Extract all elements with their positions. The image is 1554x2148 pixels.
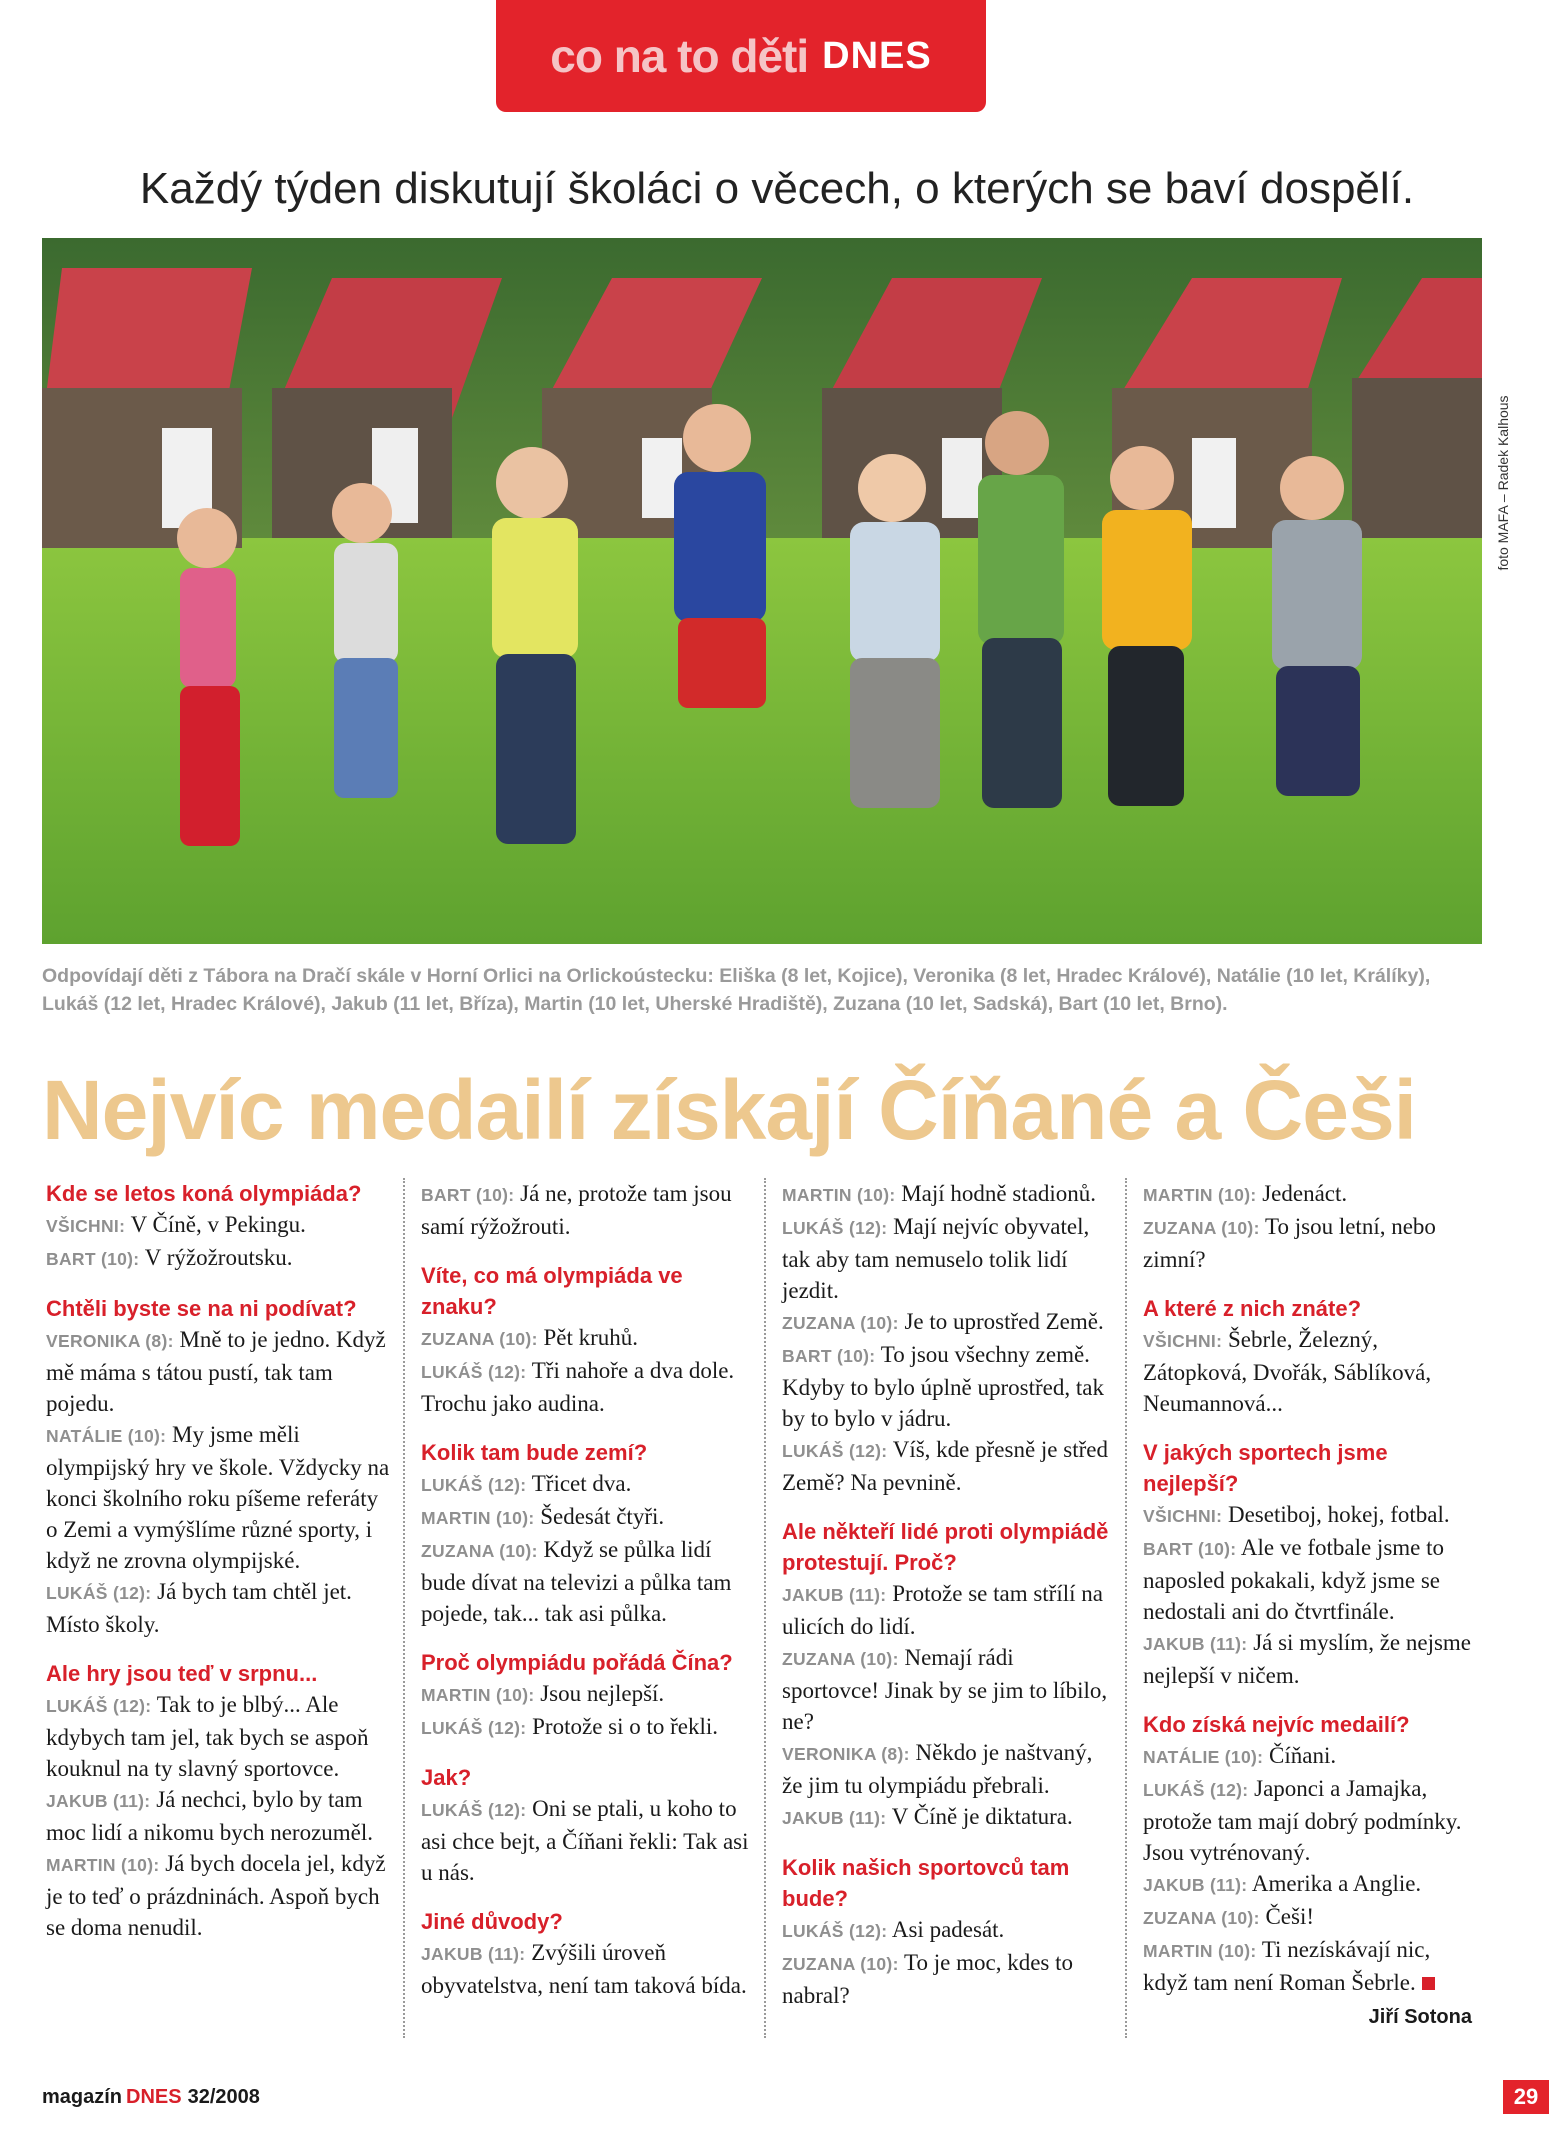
answer — [1143, 1934, 1476, 1998]
subtitle: Každý týden diskutují školáci o věcech, o kterých se baví dospělí. — [139, 164, 1415, 213]
answer-text: Je to uprostřed Země. — [904, 1309, 1104, 1334]
answer — [782, 1306, 1115, 1339]
answer — [421, 1937, 754, 2001]
speaker-name: MARTIN (10): — [782, 1185, 896, 1205]
answer-text: To jsou letní, nebo zimní? — [1143, 1214, 1436, 1272]
question: Kolik našich sportovců tam bude? — [782, 1855, 1070, 1911]
answer — [46, 1209, 393, 1242]
answer — [782, 1578, 1115, 1642]
speaker-name: LUKÁŠ (12): — [1143, 1780, 1249, 1800]
answer-text: Třicet dva. — [531, 1471, 632, 1496]
answer-text: Amerika a Anglie. — [1251, 1871, 1422, 1896]
answer-text: Já bych docela jel, když je to teď o prázdninách. Aspoň bych se doma nenudil. — [46, 1851, 386, 1940]
speaker-name: LUKÁŠ (12): — [782, 1441, 888, 1461]
photo-credit: foto MAFA – Radek Kalhous — [1495, 395, 1511, 571]
answer — [421, 1678, 754, 1711]
answer — [46, 1576, 393, 1640]
answer — [421, 1793, 754, 1888]
answer — [782, 1434, 1115, 1498]
answer — [1143, 1627, 1476, 1691]
speaker-name: LUKÁŠ (12): — [421, 1718, 527, 1738]
speaker-name: VŠICHNI: — [46, 1216, 126, 1236]
answer — [782, 1737, 1115, 1801]
speaker-name: MARTIN (10): — [421, 1685, 535, 1705]
page-number: 29 — [1503, 2080, 1549, 2114]
question: Jak? — [421, 1765, 472, 1790]
answer-text: Ti nezískávají nic, když tam není Roman Šebrle. — [1143, 1937, 1431, 1995]
speaker-name: ZUZANA (10): — [1143, 1908, 1260, 1928]
main-photo — [42, 238, 1482, 944]
answer — [421, 1711, 754, 1744]
answer — [782, 1947, 1115, 2011]
footer-issue: 32/2008 — [187, 2086, 260, 2108]
answer — [1143, 1773, 1476, 1868]
speaker-name: VERONIKA (8): — [782, 1744, 910, 1764]
answer — [1143, 1499, 1476, 1532]
speaker-name: LUKÁŠ (12): — [782, 1921, 888, 1941]
speaker-name: JAKUB (11): — [46, 1791, 151, 1811]
footer-magazine-title: magazín — [42, 2086, 123, 2108]
answer — [1143, 1532, 1476, 1627]
speaker-name: ZUZANA (10): — [782, 1954, 899, 1974]
answer-text: Češi! — [1265, 1904, 1315, 1929]
answer-text: Já ne, protože tam jsou samí rýžožrouti. — [421, 1181, 732, 1239]
answer — [46, 1419, 393, 1576]
answer-text: Protože si o to řekli. — [532, 1714, 719, 1739]
answer — [421, 1178, 754, 1242]
speaker-name: BART (10): — [421, 1185, 515, 1205]
answer — [1143, 1740, 1476, 1773]
answer-text: V Číně je diktatura. — [891, 1804, 1073, 1829]
speaker-name: JAKUB (11): — [1143, 1875, 1248, 1895]
masthead-brand: DNES — [822, 34, 932, 77]
footer-brand: DNES — [126, 2086, 182, 2108]
answer-text: Když se půlka lidí bude dívat na televizi a půlka tam pojede, tak... tak asi půlka. — [421, 1537, 732, 1626]
answer — [782, 1914, 1115, 1947]
answer — [46, 1784, 393, 1848]
answer — [46, 1324, 393, 1419]
question: Kde se letos koná olympiáda? — [46, 1181, 362, 1206]
column-2 — [403, 1178, 764, 2038]
column-1 — [42, 1178, 403, 2038]
speaker-name: ZUZANA (10): — [421, 1329, 538, 1349]
answer-text: Oni se ptali, u koho to asi chce bejt, a Číňani řekli: Tak asi u nás. — [421, 1796, 749, 1885]
speaker-name: LUKÁŠ (12): — [46, 1583, 152, 1603]
answer-text: Číňani. — [1269, 1743, 1337, 1768]
question: Víte, co má olympiáda ve znaku? — [421, 1263, 683, 1319]
question: A které z nich znáte? — [1143, 1296, 1362, 1321]
answer — [782, 1801, 1115, 1834]
speaker-name: NATÁLIE (10): — [46, 1426, 167, 1446]
answer-text: Šedesát čtyři. — [540, 1504, 665, 1529]
speaker-name: BART (10): — [46, 1249, 140, 1269]
answer — [1143, 1868, 1476, 1901]
question: Proč olympiádu pořádá Čína? — [421, 1650, 733, 1675]
answer-text: Já si myslím, že nejsme nejlepší v ničem. — [1143, 1630, 1472, 1688]
speaker-name: ZUZANA (10): — [1143, 1218, 1260, 1238]
question: Jiné důvody? — [421, 1909, 563, 1934]
answer — [421, 1534, 754, 1629]
answer — [1143, 1178, 1476, 1211]
answer — [782, 1211, 1115, 1306]
answer — [782, 1339, 1115, 1434]
speaker-name: JAKUB (11): — [782, 1585, 887, 1605]
speaker-name: MARTIN (10): — [46, 1855, 160, 1875]
photo-caption: Odpovídají děti z Tábora na Dračí skále v Horní Orlici na Orlickoústecku: Eliška (8 let, Kojice), Veronika (8 let, Hradec Králové), Natálie (10 let, Králíky), Lukáš (12 let, Hradec Králové), Jakub (11 let, Bříza), Martin (10 let, Uherské Hradiště), Zuzana (10 let, Sadská), Bart (10 let, Brno). — [42, 965, 1431, 1015]
answer-text: Pět kruhů. — [543, 1325, 639, 1350]
speaker-name: VŠICHNI: — [1143, 1331, 1223, 1351]
speaker-name: MARTIN (10): — [421, 1508, 535, 1528]
speaker-name: VŠICHNI: — [1143, 1506, 1223, 1526]
answer — [421, 1468, 754, 1501]
answer-text: Jsou nejlepší. — [540, 1681, 665, 1706]
answer-text: Šebrle, Železný, Zátopková, Dvořák, Sáblíková, Neumannová... — [1143, 1327, 1432, 1416]
answer-text: My jsme měli olympijský hry ve škole. Vždycky na konci školního roku píšeme referáty o Zemi a vymýšlíme různé sporty, i když ne zrovna olympijské. — [46, 1422, 390, 1573]
answer — [1143, 1901, 1476, 1934]
answer-text: Nemají rádi sportovce! Jinak by se jim to líbilo, ne? — [782, 1645, 1108, 1734]
answer-text: To jsou všechny země. Kdyby to bylo úplně uprostřed, tak by to bylo v jádru. — [782, 1342, 1104, 1431]
question: Ale někteří lidé proti olympiádě protestují. Proč? — [782, 1519, 1109, 1575]
answer-text: Já bych tam chtěl jet. Místo školy. — [46, 1579, 352, 1637]
question: V jakých sportech jsme nejlepší? — [1143, 1440, 1388, 1496]
answer-text: Mně to je jedno. Když mě máma s tátou pustí, tak tam pojedu. — [46, 1327, 386, 1416]
speaker-name: LUKÁŠ (12): — [782, 1218, 888, 1238]
speaker-name: JAKUB (11): — [421, 1944, 526, 1964]
answer — [46, 1242, 393, 1275]
author: Jiří Sotona — [1368, 2006, 1472, 2028]
column-4 — [1125, 1178, 1486, 2038]
answer-text: Mají nejvíc obyvatel, tak aby tam nemuselo tolik lidí jezdit. — [782, 1214, 1090, 1303]
speaker-name: ZUZANA (10): — [421, 1541, 538, 1561]
answer-text: Víš, kde přesně je střed Země? Na pevnině. — [782, 1437, 1108, 1495]
answer-text: To je moc, kdes to nabral? — [782, 1950, 1073, 2008]
speaker-name: MARTIN (10): — [1143, 1941, 1257, 1961]
answer-text: Japonci a Jamajka, protože tam mají dobrý podmínky. Jsou vytrénovaný. — [1143, 1776, 1462, 1865]
speaker-name: JAKUB (11): — [1143, 1634, 1248, 1654]
speaker-name: ZUZANA (10): — [782, 1313, 899, 1333]
question: Kolik tam bude zemí? — [421, 1440, 648, 1465]
answer — [46, 1848, 393, 1943]
answer — [782, 1178, 1115, 1211]
speaker-name: NATÁLIE (10): — [1143, 1747, 1264, 1767]
answer-text: Tak to je blbý... Ale kdybych tam jel, tak bych se aspoň kouknul na ty slavný sportovce. — [46, 1692, 369, 1781]
answer — [1143, 1211, 1476, 1275]
answer — [421, 1322, 754, 1355]
speaker-name: LUKÁŠ (12): — [421, 1362, 527, 1382]
end-mark-icon — [1422, 1977, 1435, 1990]
question: Kdo získá nejvíc medailí? — [1143, 1712, 1410, 1737]
answer-text: Já nechci, bylo by tam moc lidí a nikomu bych nerozuměl. — [46, 1787, 374, 1845]
speaker-name: VERONIKA (8): — [46, 1331, 174, 1351]
headline: Nejvíc medailí získají Číňané a Češi — [42, 1063, 1416, 1157]
answer-text: Asi padesát. — [891, 1917, 1005, 1942]
answer-text: Tři nahoře a dva dole. Trochu jako audina. — [421, 1358, 735, 1416]
masthead — [496, 0, 986, 112]
answer — [782, 1642, 1115, 1737]
column-3 — [764, 1178, 1125, 2038]
answer-text: Protože se tam střílí na ulicích do lidí. — [782, 1581, 1103, 1639]
masthead-series: co na to děti — [550, 30, 809, 82]
answer-text: V rýžožroutsku. — [144, 1245, 293, 1270]
interview-columns — [42, 1178, 1487, 2038]
question: Chtěli byste se na ni podívat? — [46, 1296, 357, 1321]
answer — [46, 1689, 393, 1784]
answer-text: Někdo je naštvaný, že jim tu olympiádu přebrali. — [782, 1740, 1093, 1798]
question: Ale hry jsou teď v srpnu... — [46, 1661, 318, 1686]
speaker-name: LUKÁŠ (12): — [421, 1475, 527, 1495]
answer — [421, 1355, 754, 1419]
speaker-name: LUKÁŠ (12): — [46, 1696, 152, 1716]
speaker-name: BART (10): — [782, 1346, 876, 1366]
answer-text: Zvýšili úroveň obyvatelstva, není tam taková bída. — [421, 1940, 747, 1998]
answer-text: Desetiboj, hokej, fotbal. — [1227, 1502, 1450, 1527]
speaker-name: JAKUB (11): — [782, 1808, 887, 1828]
answer-text: Ale ve fotbale jsme to naposled pokakali, když jsme se nedostali ani do čtvrtfinále. — [1143, 1535, 1445, 1624]
answer — [421, 1501, 754, 1534]
speaker-name: MARTIN (10): — [1143, 1185, 1257, 1205]
speaker-name: BART (10): — [1143, 1539, 1237, 1559]
answer-text: V Číně, v Pekingu. — [130, 1212, 306, 1237]
answer — [1143, 1324, 1476, 1419]
answer-text: Mají hodně stadionů. — [901, 1181, 1097, 1206]
speaker-name: LUKÁŠ (12): — [421, 1800, 527, 1820]
speaker-name: ZUZANA (10): — [782, 1649, 899, 1669]
footer-magazine — [42, 2086, 260, 2109]
answer-text: Jedenáct. — [1262, 1181, 1348, 1206]
